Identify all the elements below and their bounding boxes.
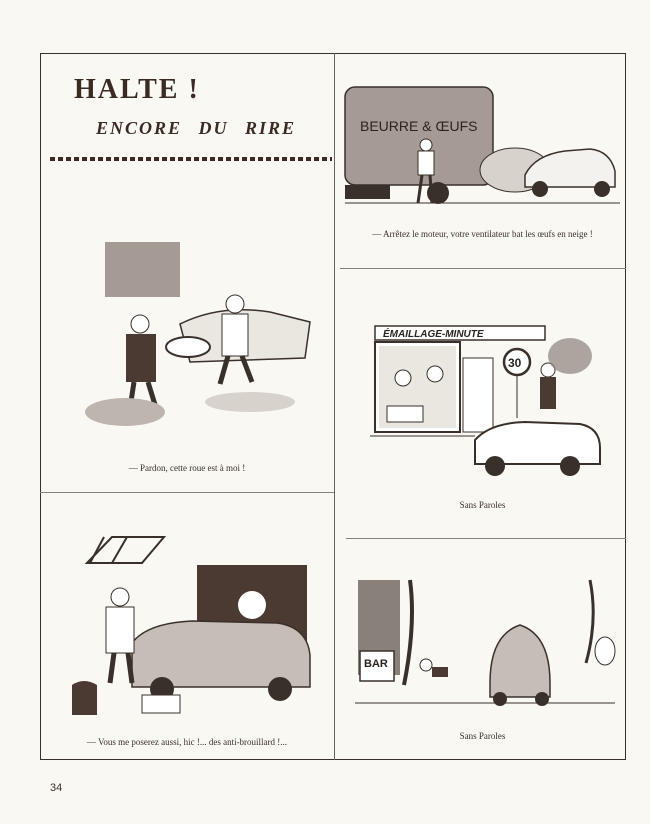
caption-1: — Arrêtez le moteur, votre ventilateur bat les œufs en neige ! bbox=[372, 229, 593, 239]
crawling-man bbox=[420, 659, 448, 677]
sedan-car bbox=[132, 621, 310, 687]
column-divider bbox=[334, 53, 335, 760]
page-number: 34 bbox=[50, 782, 63, 794]
background-wall bbox=[105, 242, 180, 297]
cartoon-fog-lights bbox=[72, 535, 322, 725]
man-on-bench bbox=[595, 637, 615, 665]
woman-2 bbox=[427, 366, 443, 382]
man-right-figure bbox=[220, 295, 252, 384]
tree-trunk-right bbox=[586, 580, 593, 663]
small-car-wheel-back bbox=[535, 692, 549, 706]
cartoon-bar-park bbox=[350, 575, 620, 720]
tree-trunk-left bbox=[404, 580, 412, 685]
caption-2: — Pardon, cette roue est à moi ! bbox=[128, 463, 246, 473]
dashed-divider bbox=[50, 157, 332, 161]
wheel bbox=[166, 337, 210, 357]
cartoon-truck-eggs bbox=[340, 75, 625, 215]
page-title: HALTE ! bbox=[74, 74, 200, 105]
debris-pile bbox=[85, 398, 165, 426]
cartoon-enamel-shop bbox=[365, 318, 620, 483]
car-wheel-back bbox=[594, 181, 610, 197]
woman-1 bbox=[395, 370, 411, 386]
window-sign bbox=[387, 406, 423, 422]
shop-door bbox=[463, 358, 493, 432]
sedan-wheel-back bbox=[268, 677, 292, 701]
car-corner bbox=[72, 681, 97, 715]
page-subtitle: ENCORE DU RIRE bbox=[96, 118, 297, 138]
cartoon-wheel-dispute bbox=[70, 232, 320, 452]
speed-sign-text: 30 bbox=[508, 356, 522, 370]
shop-sign-text: ÉMAILLAGE-MINUTE bbox=[383, 329, 484, 340]
panel-divider-right-1 bbox=[340, 268, 626, 269]
painter-body bbox=[540, 377, 556, 409]
toolbox bbox=[142, 695, 180, 713]
caption-5: Sans Paroles bbox=[459, 731, 506, 741]
tree bbox=[548, 338, 592, 374]
caption-3: Sans Paroles bbox=[459, 500, 506, 510]
small-car bbox=[490, 625, 550, 697]
caption-4: — Vous me poserez aussi, hic !... des anti-brouillard !... bbox=[86, 737, 288, 747]
debris-right bbox=[205, 392, 295, 412]
car-wheel-back bbox=[560, 456, 580, 476]
small-car-wheel-front bbox=[493, 692, 507, 706]
moon bbox=[238, 591, 266, 619]
truck-base bbox=[345, 185, 390, 199]
man-left-figure bbox=[126, 315, 156, 408]
panel-divider-right-2 bbox=[346, 538, 626, 539]
car-wheel-front bbox=[532, 181, 548, 197]
mechanic-figure bbox=[106, 588, 134, 683]
car-wheel-front bbox=[485, 456, 505, 476]
bar-sign-text: BAR bbox=[364, 658, 388, 670]
truck-sign: BEURRE & ŒUFS bbox=[360, 118, 478, 134]
panel-divider-left bbox=[40, 492, 334, 493]
